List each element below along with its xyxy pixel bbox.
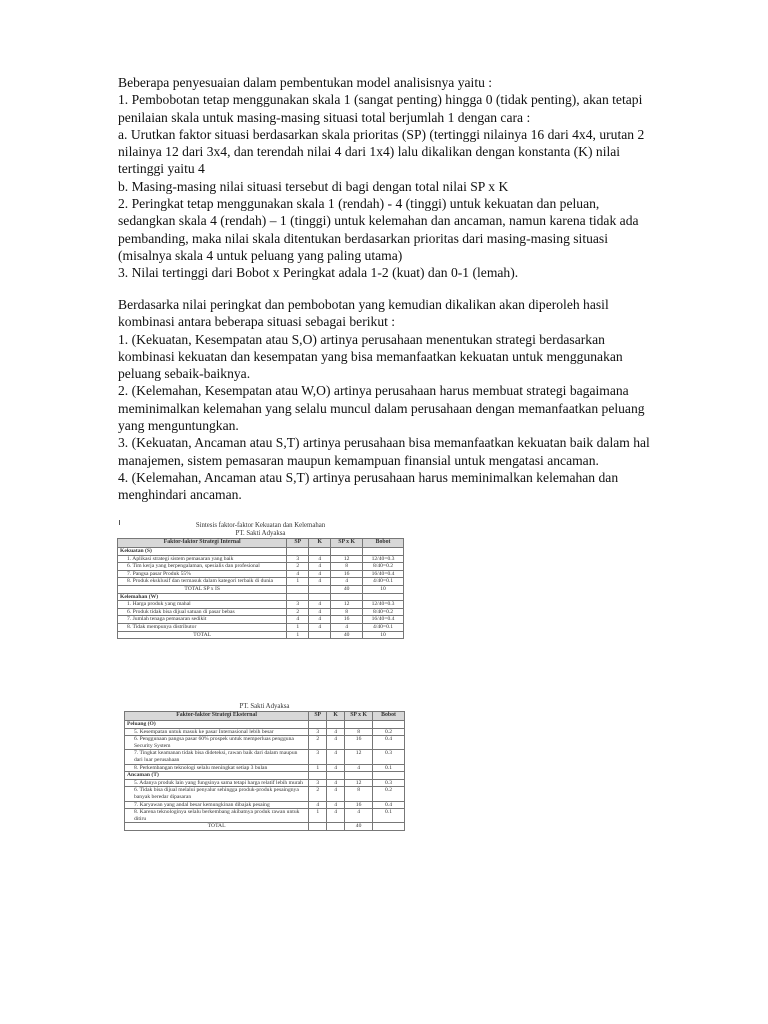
k-cell: 4 — [327, 764, 345, 772]
table-caption: PT. Sakti Adyaksa — [235, 530, 286, 537]
table-caption: Sintesis faktor-faktor Kekuatan dan Kelemahan — [195, 522, 326, 529]
spk-cell: 16 — [331, 616, 363, 624]
header-cell: SP x K — [331, 539, 363, 548]
header-cell: Bobot — [363, 539, 404, 548]
sp-cell: 1 — [287, 623, 309, 631]
table-row — [118, 623, 404, 631]
k-cell: 4 — [327, 750, 345, 764]
spk-cell: 12 — [331, 601, 363, 609]
total-spk: 40 — [331, 631, 363, 639]
table-row — [125, 728, 405, 736]
spk-cell: 4 — [331, 623, 363, 631]
paragraph: 2. Peringkat tetap menggunakan skala 1 (rendah) - 4 (tinggi) untuk kekuatan dan peluan, sedangkan skala 4 (rendah) – 1 (tinggi) untuk kelemahan dan ancaman, namun karena tidak ada pembanding, maka nilai skala ditentukan berdasarkan prioritas dari masing-masing situasi (misalnya skala 4 untuk peluang yang paling utama) — [118, 196, 639, 263]
paragraph: 1. (Kekuatan, Kesempatan atau S,O) artinya perusahaan menentukan strategi berdasarkan kombinasi kekuatan dan kesempatan yang bisa memanfaatkan kekuatan untuk menggunakan peluang sebaik-baiknya. — [118, 331, 623, 382]
factor-cell: 7. Jumlah tenaga pemasaran sedikit — [118, 616, 287, 624]
spk-cell: 8 — [345, 728, 373, 736]
table-row — [118, 570, 404, 578]
paragraph: 3. (Kekuatan, Ancaman atau S,T) artinya perusahaan bisa memanfaatkan kekuatan baik dalam hal manajemen, sistem pemasaran maupun kemampuan finansial untuk mengatasi ancaman. — [118, 435, 650, 468]
table-row — [118, 555, 404, 563]
paragraph: Berdasarka nilai peringkat dan pembobotan yang kemudian dikalikan akan diperoleh hasil kombinasi antara beberapa situasi sebagai berikut : — [118, 297, 609, 330]
sp-cell: 2 — [287, 608, 309, 616]
spk-cell: 12 — [345, 750, 373, 764]
spk-cell: 16 — [331, 570, 363, 578]
spk-cell: 16 — [345, 736, 373, 750]
sp-cell: 2 — [309, 736, 327, 750]
bobot-cell: 0.2 — [373, 787, 405, 801]
section-row — [125, 721, 405, 729]
paragraph: b. Masing-masing nilai situasi tersebut di bagi dengan total nilai SP x K — [118, 178, 509, 194]
bobot-cell: 16/40=0.4 — [363, 570, 404, 578]
subtotal-label: TOTAL SP x IS — [118, 585, 287, 593]
section-label: Kelemahan (W) — [118, 593, 287, 601]
table-header-row — [118, 539, 404, 548]
sp-cell: 3 — [309, 750, 327, 764]
spk-cell: 12 — [331, 555, 363, 563]
total-spk: 40 — [345, 823, 373, 831]
k-cell: 4 — [327, 779, 345, 787]
spk-cell: 16 — [345, 801, 373, 809]
header-cell: Bobot — [373, 712, 405, 721]
paragraph: Beberapa penyesuaian dalam pembentukan model analisisnya yaitu : — [118, 75, 493, 90]
sp-cell: 1 — [309, 809, 327, 823]
sp-cell: 2 — [287, 563, 309, 571]
section-row — [125, 772, 405, 780]
factor-cell: 7. Karyawan yang andal besar kemungkinan dibajak pesaing — [125, 801, 309, 809]
factor-cell: 1. Aplikasi strategi sistem pemasaran yang baik — [118, 555, 287, 563]
sp-cell: 1 — [309, 764, 327, 772]
total-row — [118, 631, 404, 639]
subtotal-bobot: 10 — [363, 585, 404, 593]
subtotal-row — [118, 585, 404, 593]
k-cell: 4 — [327, 728, 345, 736]
factor-cell: 6. Penggunaan pangsa pasar 60% prospek untuk memperluas pengguna Security System — [125, 736, 309, 750]
paragraph: 3. Nilai tertinggi dari Bobot x Peringkat adala 1-2 (kuat) dan 0-1 (lemah). — [118, 265, 519, 281]
total-row — [125, 823, 405, 831]
bobot-cell: 8/40=0.2 — [363, 563, 404, 571]
table-caption: PT. Sakti Adyaksa — [239, 703, 290, 710]
total-label: TOTAL — [125, 823, 309, 831]
sp-cell: 3 — [287, 555, 309, 563]
factor-cell: 5. Kesempatan untuk masuk ke pasar Internasional lebih besar — [125, 728, 309, 736]
paragraph: 1. Pembobotan tetap menggunakan skala 1 (sangat penting) hingga 0 (tidak penting), akan tetapi penilaian skala untuk masing-masing situasi total berjumlah 1 dengan cara : — [118, 92, 643, 125]
sp-cell: 1 — [287, 578, 309, 586]
spk-cell: 4 — [331, 578, 363, 586]
bobot-cell: 0.1 — [373, 809, 405, 823]
paragraph: a. Urutkan faktor situasi berdasarkan skala prioritas (SP) (tertinggi nilainya 16 dari 4x4, urutan 2 nilainya 12 dari 3x4, dan terendah nilai 4 dari 1x4) lalu dikalikan dengan konstanta (K) nilai tertinggi yaitu 4 — [118, 126, 645, 177]
table-row — [125, 809, 405, 823]
sp-cell: 3 — [287, 601, 309, 609]
table-row — [118, 616, 404, 624]
bobot-cell: 0.3 — [373, 779, 405, 787]
bobot-cell: 0.4 — [373, 801, 405, 809]
factor-cell: 8. Perkembangan teknologi selalu meningkat setiap 3 bulan — [125, 764, 309, 772]
k-cell: 4 — [327, 787, 345, 801]
header-cell: K — [327, 712, 345, 721]
sp-cell: 3 — [309, 779, 327, 787]
k-cell: 4 — [309, 623, 331, 631]
header-cell: Faktor-faktor Strategi Internal — [118, 539, 287, 548]
k-cell: 4 — [309, 616, 331, 624]
spk-cell: 8 — [331, 608, 363, 616]
header-cell: SP x K — [345, 712, 373, 721]
factor-cell: 1. Harga produk yang mahal — [118, 601, 287, 609]
factor-cell: 6. Tidak bisa dijual melalui penyalur sehingga produk-produk pesaingnya banyak beredar dipasaran — [125, 787, 309, 801]
k-cell: 4 — [309, 570, 331, 578]
bobot-cell: 8/40=0.2 — [363, 608, 404, 616]
table-row — [118, 601, 404, 609]
bobot-cell: 0.3 — [373, 750, 405, 764]
factor-cell: 7. Tingkat keamanan tidak bisa dideteksi, rawan baik dari dalam maupun dari luar perusahaan — [125, 750, 309, 764]
table-row — [125, 787, 405, 801]
k-cell: 4 — [309, 601, 331, 609]
table-row — [118, 608, 404, 616]
bobot-cell: 0.4 — [373, 736, 405, 750]
sp-cell: 4 — [309, 801, 327, 809]
total-bobot: 10 — [363, 631, 404, 639]
factor-cell: 8. Tidak mempunya distributor — [118, 623, 287, 631]
k-cell: 4 — [327, 809, 345, 823]
subtotal-spk: 40 — [331, 585, 363, 593]
table-row — [125, 779, 405, 787]
paragraph: 2. (Kelemahan, Kesempatan atau W,O) artinya perusahaan harus membuat strategi bagaimana meminimalkan kelemahan yang selalu muncul dalam perusahaan dengan memanfaatkan peluang yang menguntungkan. — [118, 383, 645, 434]
sp-cell: 4 — [287, 570, 309, 578]
bobot-cell: 0.2 — [373, 728, 405, 736]
k-cell: 4 — [309, 578, 331, 586]
k-cell: 4 — [309, 563, 331, 571]
table-header-row — [125, 712, 405, 721]
spk-cell: 12 — [345, 779, 373, 787]
total-sp: 1 — [287, 631, 309, 639]
spk-cell: 4 — [345, 764, 373, 772]
header-cell: SP — [287, 539, 309, 548]
header-cell: K — [309, 539, 331, 548]
internal-factors-table — [117, 538, 404, 639]
k-cell: 4 — [327, 801, 345, 809]
sp-cell: 2 — [309, 787, 327, 801]
factor-cell: 7. Pangsa pasar Produk 55% — [118, 570, 287, 578]
table-row — [125, 736, 405, 750]
table-row — [118, 578, 404, 586]
bobot-cell: 12/40=0.3 — [363, 555, 404, 563]
bobot-cell: 12/40=0.3 — [363, 601, 404, 609]
bobot-cell: 4/40=0.1 — [363, 623, 404, 631]
section-label: Kekuatan (S) — [118, 548, 287, 556]
total-label: TOTAL — [118, 631, 287, 639]
section-label: Ancaman (T) — [125, 772, 309, 780]
k-cell: 4 — [309, 555, 331, 563]
factor-cell: 6. Tim kerja yang berpengalaman, spesialis dan profesional — [118, 563, 287, 571]
section-label: Peluang (O) — [125, 721, 309, 729]
table-row — [125, 764, 405, 772]
intro-text-block — [118, 74, 658, 282]
factor-cell: 8. Karena teknologinya selalu berkembang akibatnya produk rawan untuk ditiru — [125, 809, 309, 823]
table-row — [118, 563, 404, 571]
sp-cell: 4 — [287, 616, 309, 624]
k-cell: 4 — [309, 608, 331, 616]
k-cell: 4 — [327, 736, 345, 750]
spk-cell: 8 — [345, 787, 373, 801]
bobot-cell: 16/40=0.4 — [363, 616, 404, 624]
header-cell: SP — [309, 712, 327, 721]
section-row — [118, 548, 404, 556]
internal-factors-table-figure — [117, 522, 404, 639]
external-factors-table — [124, 711, 405, 831]
table-row — [125, 750, 405, 764]
spk-cell: 4 — [345, 809, 373, 823]
factor-cell: 5. Adanya produk lain yang fungsinya sama tetapi harga relatif lebih murah — [125, 779, 309, 787]
bobot-cell: 4/40=0.1 — [363, 578, 404, 586]
header-cell: Faktor-faktor Strategi Eksternal — [125, 712, 309, 721]
combination-text-block — [118, 296, 658, 504]
table-row — [125, 801, 405, 809]
spk-cell: 8 — [331, 563, 363, 571]
factor-cell: 8. Produk eksklusif dan termasuk dalam kategori terbaik di dunia — [118, 578, 287, 586]
factor-cell: 6. Produk tidak bisa dijual satuan di pasar bebas — [118, 608, 287, 616]
paragraph: 4. (Kelemahan, Ancaman atau S,T) artinya perusahaan harus meminimalkan kelemahan dan menghindari ancaman. — [118, 469, 619, 503]
sp-cell: 3 — [309, 728, 327, 736]
external-factors-table-figure — [124, 703, 405, 831]
section-row — [118, 593, 404, 601]
bobot-cell: 0.1 — [373, 764, 405, 772]
